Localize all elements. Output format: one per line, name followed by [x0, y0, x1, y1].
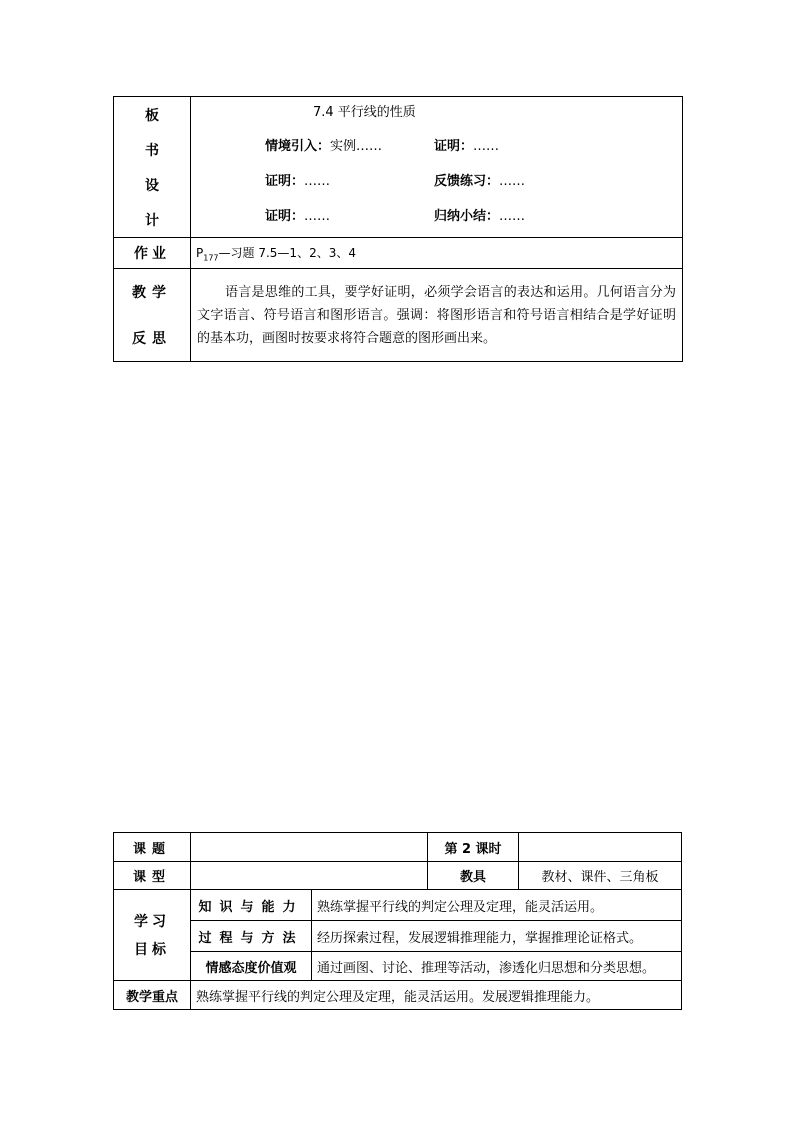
type-value	[191, 862, 428, 890]
type-label: 课型	[114, 862, 191, 890]
reflection-text: 语言是思维的工具，要学好证明，必须学会语言的表达和运用。几何语言分为文字语言、符号语言和图形语言。强调：将图形语言和符号语言相结合是学好证明的基本功，画图时按要求将符合题意的图形画出来。	[191, 269, 683, 362]
goals-label: 学习 目标	[134, 914, 170, 958]
goals-label-cell	[114, 890, 191, 981]
board-design-content-cell	[191, 97, 683, 238]
reflection-label-cell	[114, 269, 191, 362]
board-design-content	[191, 97, 682, 237]
tools-label: 教具	[428, 862, 519, 890]
board-design-label	[114, 97, 190, 237]
board-item: 情境引入：实例……	[265, 139, 383, 154]
reflection-label: 教学 反思	[132, 285, 172, 347]
board-label-char: 设	[145, 177, 159, 194]
tools-value: 教材、课件、三角板	[519, 862, 682, 890]
board-label-char: 计	[145, 212, 159, 229]
key-points-label: 教学重点	[114, 981, 191, 1010]
board-label-char: 书	[145, 142, 159, 159]
goal-knowledge-text: 熟练掌握平行线的判定公理及定理，能灵活运用。	[312, 890, 682, 921]
goal-knowledge-label: 知识与能力	[191, 890, 312, 921]
board-item: 证明：……	[265, 174, 331, 189]
lesson-plan-table-bottom	[113, 832, 682, 1010]
goal-process-text: 经历探索过程，发展逻辑推理能力，掌握推理论证格式。	[312, 921, 682, 952]
homework-content: $P_{177}—$习题 7.5—1、2、3、4	[191, 238, 683, 269]
board-item: 反馈练习：……	[434, 174, 526, 189]
lesson-plan-table-top	[113, 96, 683, 362]
goal-attitude-label: 情感态度价值观	[191, 952, 312, 981]
key-points-text: 熟练掌握平行线的判定公理及定理，能灵活运用。发展逻辑推理能力。	[191, 981, 682, 1010]
goal-attitude-text: 通过画图、讨论、推理等活动，渗透化归思想和分类思想。	[312, 952, 682, 981]
board-item: 证明：……	[265, 209, 331, 224]
period-label: 第 2 课时	[428, 833, 519, 862]
board-design-label-cell	[114, 97, 191, 238]
board-item: 归纳小结：……	[434, 209, 526, 224]
goal-process-label: 过程与方法	[191, 921, 312, 952]
topic-value	[191, 833, 428, 862]
board-label-char: 板	[145, 107, 159, 124]
topic-label: 课题	[114, 833, 191, 862]
board-item: 证明：……	[434, 139, 500, 154]
homework-label: 作业	[114, 238, 191, 269]
board-title: 7.4 平行线的性质	[313, 105, 416, 120]
period-value	[519, 833, 682, 862]
